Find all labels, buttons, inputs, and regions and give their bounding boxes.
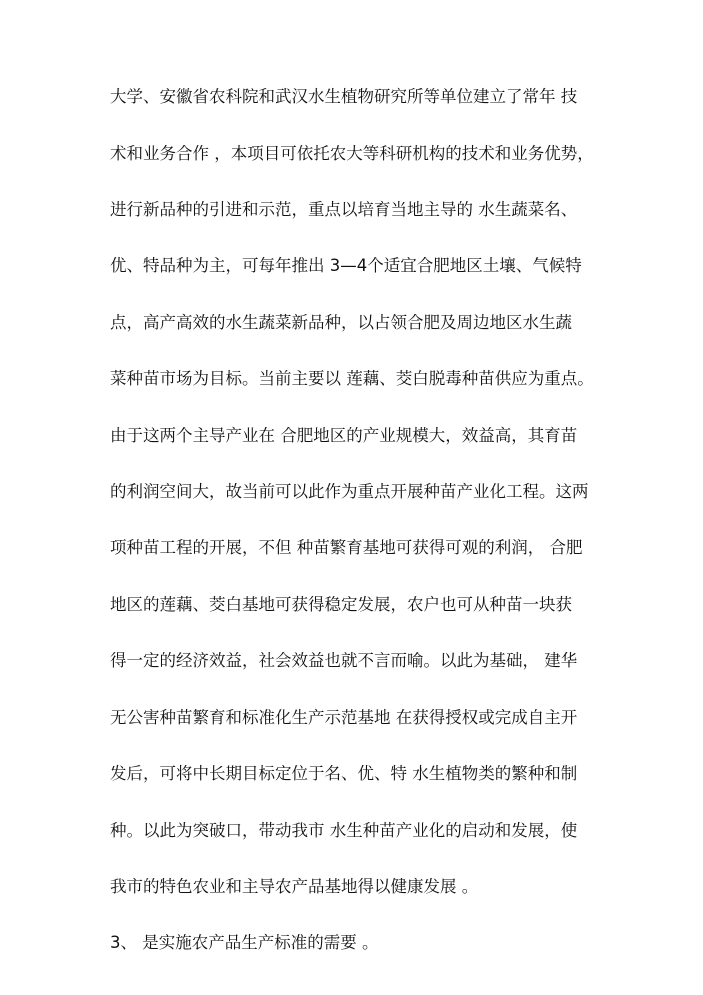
paragraph-line: 得一定的经济效益，社会效益也就不言而喻。以此为基础， 建华 — [110, 651, 578, 670]
section-heading: 3、 是实施农产品生产标准的需要 。 — [110, 933, 379, 952]
paragraph-line: 地区的莲藕、茭白基地可获得稳定发展，农户也可从种苗一块获 — [110, 595, 572, 614]
paragraph-line: 无公害种苗繁育和标准化生产示范基地 在获得授权或完成自主开 — [110, 708, 578, 727]
paragraph-line: 种。以此为突破口，带动我市 水生种苗产业化的启动和发展，使 — [110, 821, 578, 840]
paragraph-line: 由于这两个主导产业在 合肥地区的产业规模大，效益高，其育苗 — [110, 426, 578, 445]
paragraph-line: 大学、安徽省农科院和武汉水生植物研究所等单位建立了常年 技 — [110, 87, 578, 106]
paragraph-line: 项种苗工程的开展，不但 种苗繁育基地可获得可观的利润， 合肥 — [110, 538, 583, 557]
paragraph-line: 优、特品种为主，可每年推出 3—4个适宜合肥地区土壤、气候特 — [110, 256, 582, 275]
paragraph-line: 发后，可将中长期目标定位于名、优、特 水生植物类的繁种和制 — [110, 764, 578, 783]
paragraph-line: 我市的特色农业和主导农产品基地得以健康发展 。 — [110, 877, 479, 896]
paragraph-line: 的利润空间大，故当前可以此作为重点开展种苗产业化工程。这两 — [110, 482, 589, 501]
paragraph-line: 进行新品种的引进和示范，重点以培育当地主导的 水生蔬菜名、 — [110, 200, 578, 219]
paragraph-line: 术和业务合作 ，本项目可依托农大等科研机构的技术和业务优势， — [110, 144, 594, 163]
paragraph-line: 点，高产高效的水生蔬菜新品种，以占领合肥及周边地区水生蔬 — [110, 313, 572, 332]
paragraph-line: 菜种苗市场为目标。当前主要以 莲藕、茭白脱毒种苗供应为重点。 — [110, 369, 594, 388]
